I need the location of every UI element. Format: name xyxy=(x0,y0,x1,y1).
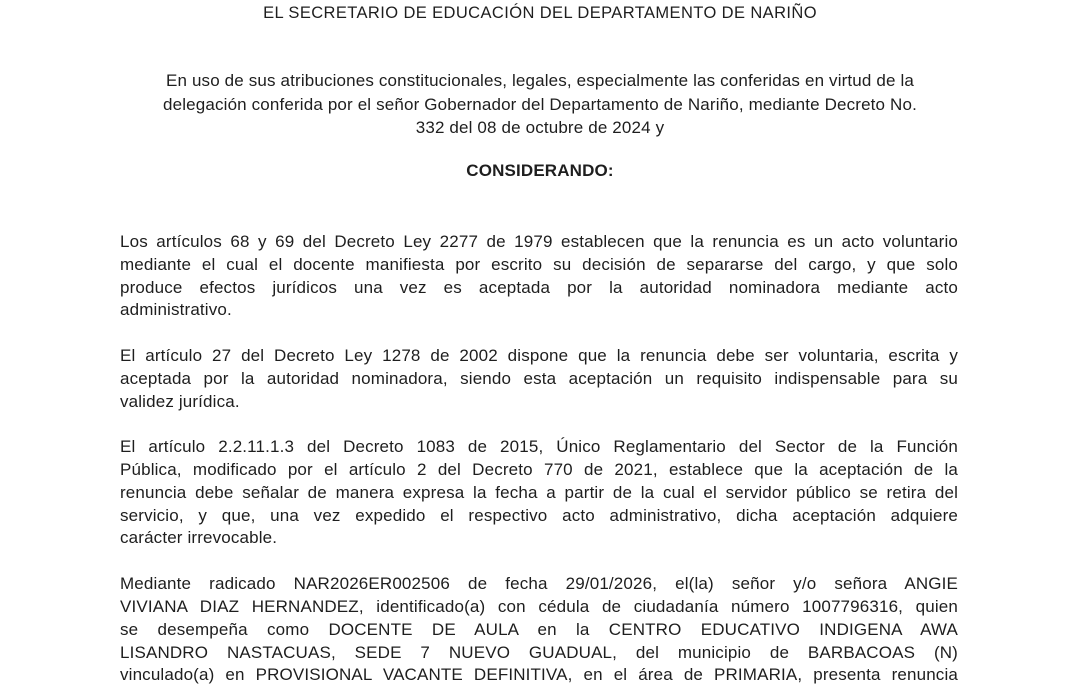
paragraph-3-line-5: carácter irrevocable. xyxy=(120,528,278,547)
paragraph-4-line-5: vinculado(a) en PROVISIONAL VACANTE DEFINITIVA, en el área de PRIMARIA, presenta renuncia xyxy=(120,665,958,684)
paragraph-1-line-4: administrativo. xyxy=(120,300,232,319)
paragraph-2-line-3: validez jurídica. xyxy=(120,392,240,411)
paragraph-1-line-1: Los artículos 68 y 69 del Decreto Ley 2277 de 1979 establecen que la renuncia es un acto voluntario xyxy=(120,232,958,251)
preamble-line-2: delegación conferida por el señor Gobernador del Departamento de Nariño, mediante Decreto No. xyxy=(163,95,917,114)
preamble-line-3: 332 del 08 de octubre de 2024 y xyxy=(415,118,665,137)
paragraph-3-line-2: Pública, modificado por el artículo 2 del Decreto 770 de 2021, establece que la aceptación de la xyxy=(120,460,958,479)
section-heading: CONSIDERANDO: xyxy=(466,161,614,180)
paragraph-4-line-4: LISANDRO NASTACUAS, SEDE 7 NUEVO GUADUAL, del municipio de BARBACOAS (N) xyxy=(120,643,958,662)
paragraph-4-line-3: se desempeña como DOCENTE DE AULA en la CENTRO EDUCATIVO INDIGENA AWA xyxy=(120,620,958,639)
paragraph-1-line-2: mediante el cual el docente manifiesta por escrito su decisión de separarse del cargo, y que solo xyxy=(120,255,958,274)
paragraph-3-line-1: El artículo 2.2.11.1.3 del Decreto 1083 de 2015, Único Reglamentario del Sector de la Función xyxy=(120,437,958,456)
paragraph-3-line-4: servicio, y que, una vez expedido el respectivo acto administrativo, dicha aceptación adquiere xyxy=(120,506,958,525)
document-title: EL SECRETARIO DE EDUCACIÓN DEL DEPARTAMENTO DE NARIÑO xyxy=(263,4,817,22)
paragraph-4-line-2: VIVIANA DIAZ HERNANDEZ, identificado(a) con cédula de ciudadanía número 1007796316, quien xyxy=(120,597,958,616)
paragraph-3-line-3: renuncia debe señalar de manera expresa la fecha a partir de la cual el servidor público se retira del xyxy=(120,483,958,502)
paragraph-4-line-1: Mediante radicado NAR2026ER002506 de fecha 29/01/2026, el(la) señor y/o señora ANGIE xyxy=(120,574,958,593)
preamble-line-1: En uso de sus atribuciones constitucionales, legales, especialmente las conferidas en virtud de la xyxy=(165,71,914,90)
paragraph-1-line-3: produce efectos jurídicos una vez es aceptada por la autoridad nominadora mediante acto xyxy=(120,278,958,297)
paragraph-2-line-2: aceptada por la autoridad nominadora, siendo esta aceptación un requisito indispensable para su xyxy=(120,369,958,388)
paragraph-2-line-1: El artículo 27 del Decreto Ley 1278 de 2002 dispone que la renuncia debe ser voluntaria, escrita y xyxy=(120,346,958,365)
